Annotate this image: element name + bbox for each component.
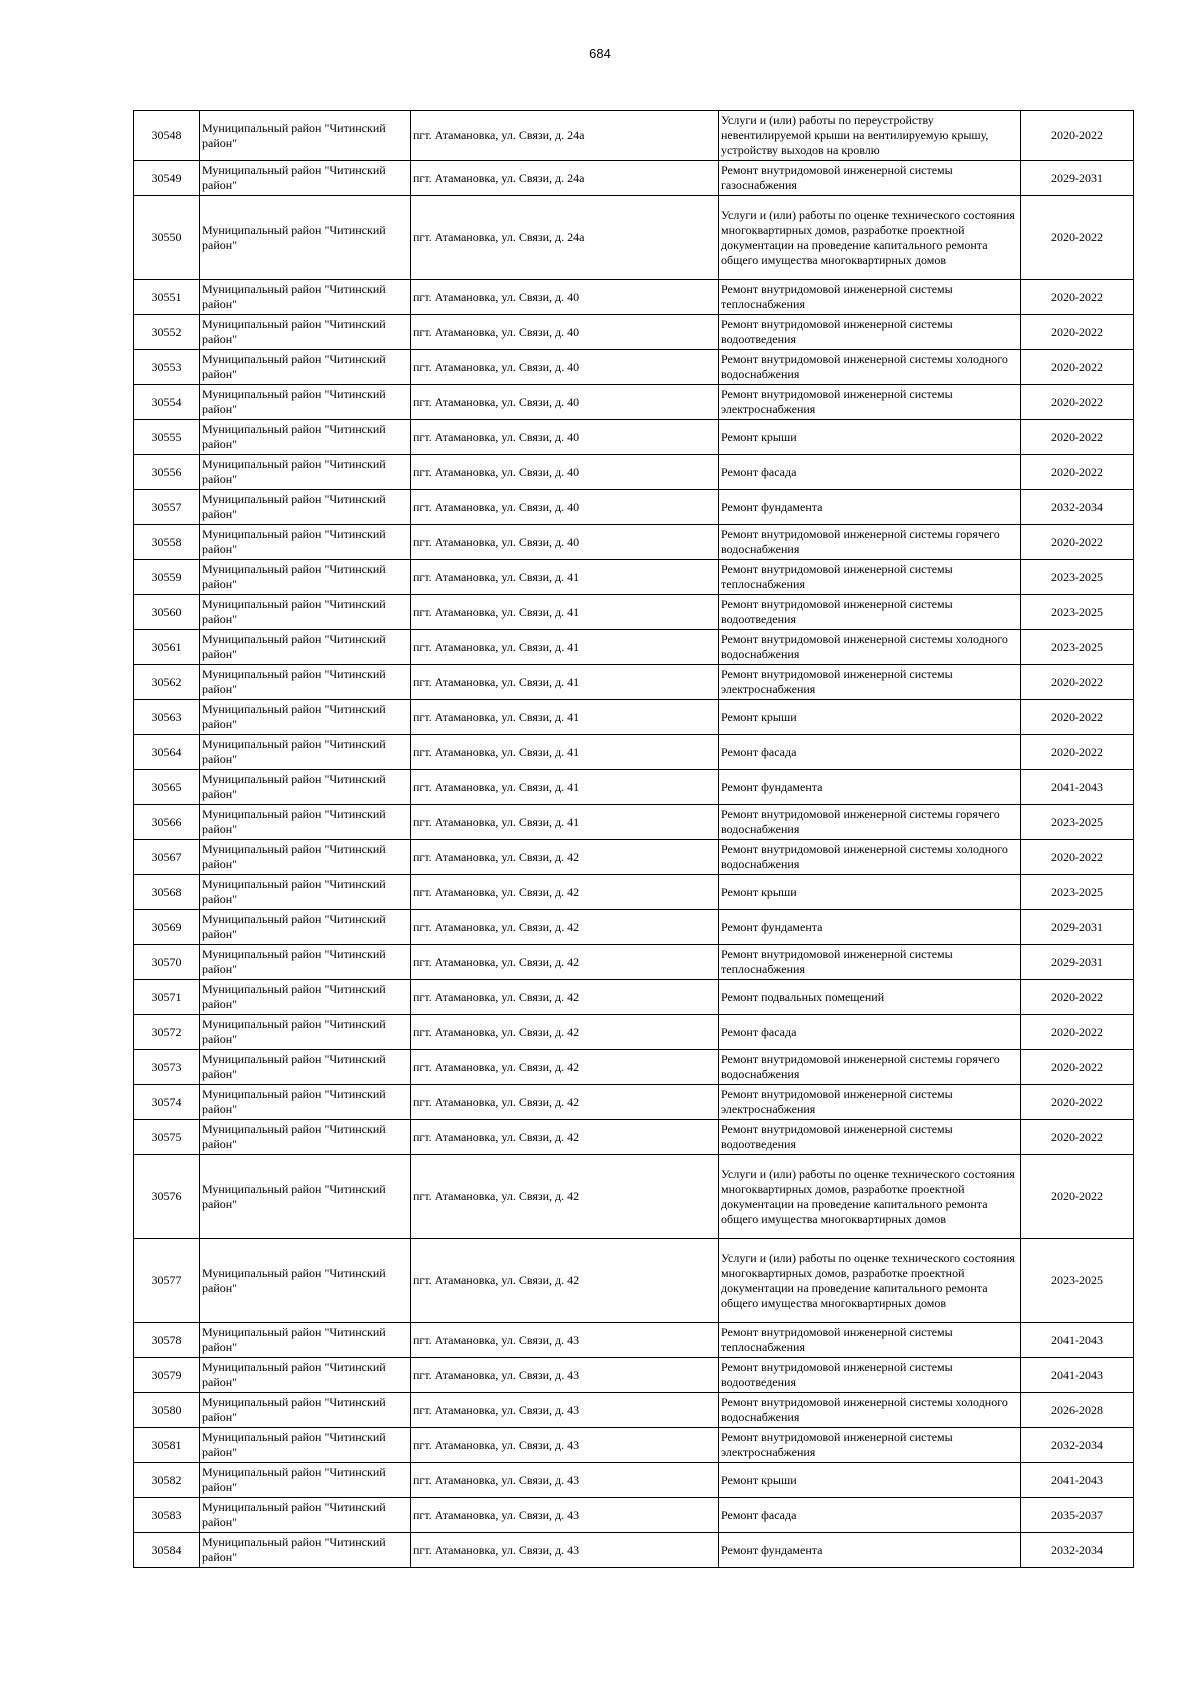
row-number-cell: 30568 bbox=[134, 875, 200, 910]
table-row bbox=[134, 630, 1134, 665]
table-row bbox=[134, 910, 1134, 945]
municipality-cell: Муниципальный район "Читинский район" bbox=[200, 735, 411, 770]
period-cell: 2020-2022 bbox=[1021, 1120, 1134, 1155]
municipality-cell: Муниципальный район "Читинский район" bbox=[200, 1155, 411, 1239]
period-cell: 2020-2022 bbox=[1021, 385, 1134, 420]
municipality-cell: Муниципальный район "Читинский район" bbox=[200, 1358, 411, 1393]
address-cell: пгт. Атамановка, ул. Связи, д. 41 bbox=[411, 735, 719, 770]
row-number-cell: 30549 bbox=[134, 161, 200, 196]
address-cell: пгт. Атамановка, ул. Связи, д. 43 bbox=[411, 1323, 719, 1358]
period-cell: 2032-2034 bbox=[1021, 1428, 1134, 1463]
table-row bbox=[134, 111, 1134, 161]
period-cell: 2041-2043 bbox=[1021, 1323, 1134, 1358]
period-cell: 2020-2022 bbox=[1021, 1015, 1134, 1050]
table-row bbox=[134, 280, 1134, 315]
period-cell: 2032-2034 bbox=[1021, 1533, 1134, 1568]
row-number-cell: 30559 bbox=[134, 560, 200, 595]
row-number-cell: 30574 bbox=[134, 1085, 200, 1120]
address-cell: пгт. Атамановка, ул. Связи, д. 24а bbox=[411, 111, 719, 161]
work-type-cell: Ремонт внутридомовой инженерной системы электроснабжения bbox=[719, 665, 1021, 700]
address-cell: пгт. Атамановка, ул. Связи, д. 42 bbox=[411, 980, 719, 1015]
municipality-cell: Муниципальный район "Читинский район" bbox=[200, 455, 411, 490]
address-cell: пгт. Атамановка, ул. Связи, д. 42 bbox=[411, 910, 719, 945]
period-cell: 2020-2022 bbox=[1021, 420, 1134, 455]
work-type-cell: Ремонт крыши bbox=[719, 875, 1021, 910]
row-number-cell: 30560 bbox=[134, 595, 200, 630]
row-number-cell: 30576 bbox=[134, 1155, 200, 1239]
period-cell: 2020-2022 bbox=[1021, 980, 1134, 1015]
work-type-cell: Ремонт внутридомовой инженерной системы водоотведения bbox=[719, 595, 1021, 630]
page-number: 684 bbox=[589, 46, 611, 61]
table-row bbox=[134, 161, 1134, 196]
row-number-cell: 30579 bbox=[134, 1358, 200, 1393]
table-row bbox=[134, 1120, 1134, 1155]
work-type-cell: Ремонт внутридомовой инженерной системы электроснабжения bbox=[719, 1428, 1021, 1463]
municipality-cell: Муниципальный район "Читинский район" bbox=[200, 350, 411, 385]
table-row bbox=[134, 420, 1134, 455]
table-row bbox=[134, 875, 1134, 910]
row-number-cell: 30557 bbox=[134, 490, 200, 525]
municipality-cell: Муниципальный район "Читинский район" bbox=[200, 910, 411, 945]
work-type-cell: Ремонт фасада bbox=[719, 1015, 1021, 1050]
row-number-cell: 30556 bbox=[134, 455, 200, 490]
table-row bbox=[134, 1428, 1134, 1463]
table-row bbox=[134, 1155, 1134, 1239]
period-cell: 2041-2043 bbox=[1021, 770, 1134, 805]
work-type-cell: Ремонт фундамента bbox=[719, 1533, 1021, 1568]
address-cell: пгт. Атамановка, ул. Связи, д. 43 bbox=[411, 1358, 719, 1393]
address-cell: пгт. Атамановка, ул. Связи, д. 42 bbox=[411, 875, 719, 910]
table-row bbox=[134, 980, 1134, 1015]
address-cell: пгт. Атамановка, ул. Связи, д. 42 bbox=[411, 840, 719, 875]
work-type-cell: Ремонт внутридомовой инженерной системы горячего водоснабжения bbox=[719, 525, 1021, 560]
municipality-cell: Муниципальный район "Читинский район" bbox=[200, 840, 411, 875]
period-cell: 2029-2031 bbox=[1021, 910, 1134, 945]
address-cell: пгт. Атамановка, ул. Связи, д. 43 bbox=[411, 1498, 719, 1533]
municipality-cell: Муниципальный район "Читинский район" bbox=[200, 1463, 411, 1498]
row-number-cell: 30548 bbox=[134, 111, 200, 161]
municipality-cell: Муниципальный район "Читинский район" bbox=[200, 1120, 411, 1155]
work-type-cell: Ремонт крыши bbox=[719, 1463, 1021, 1498]
period-cell: 2023-2025 bbox=[1021, 805, 1134, 840]
address-cell: пгт. Атамановка, ул. Связи, д. 41 bbox=[411, 560, 719, 595]
table-row bbox=[134, 1358, 1134, 1393]
row-number-cell: 30583 bbox=[134, 1498, 200, 1533]
period-cell: 2020-2022 bbox=[1021, 700, 1134, 735]
address-cell: пгт. Атамановка, ул. Связи, д. 42 bbox=[411, 1120, 719, 1155]
municipality-cell: Муниципальный район "Читинский район" bbox=[200, 805, 411, 840]
municipality-cell: Муниципальный район "Читинский район" bbox=[200, 1050, 411, 1085]
address-cell: пгт. Атамановка, ул. Связи, д. 41 bbox=[411, 805, 719, 840]
address-cell: пгт. Атамановка, ул. Связи, д. 40 bbox=[411, 490, 719, 525]
municipality-cell: Муниципальный район "Читинский район" bbox=[200, 980, 411, 1015]
work-type-cell: Ремонт внутридомовой инженерной системы водоотведения bbox=[719, 1358, 1021, 1393]
table-row bbox=[134, 1085, 1134, 1120]
table-row bbox=[134, 350, 1134, 385]
municipality-cell: Муниципальный район "Читинский район" bbox=[200, 700, 411, 735]
row-number-cell: 30570 bbox=[134, 945, 200, 980]
address-cell: пгт. Атамановка, ул. Связи, д. 40 bbox=[411, 455, 719, 490]
row-number-cell: 30555 bbox=[134, 420, 200, 455]
address-cell: пгт. Атамановка, ул. Связи, д. 40 bbox=[411, 385, 719, 420]
municipality-cell: Муниципальный район "Читинский район" bbox=[200, 770, 411, 805]
row-number-cell: 30567 bbox=[134, 840, 200, 875]
table-row bbox=[134, 1463, 1134, 1498]
table-body bbox=[134, 111, 1134, 1568]
table-row bbox=[134, 665, 1134, 700]
table-row bbox=[134, 1050, 1134, 1085]
row-number-cell: 30575 bbox=[134, 1120, 200, 1155]
period-cell: 2023-2025 bbox=[1021, 560, 1134, 595]
address-cell: пгт. Атамановка, ул. Связи, д. 40 bbox=[411, 350, 719, 385]
period-cell: 2020-2022 bbox=[1021, 350, 1134, 385]
work-type-cell: Ремонт фасада bbox=[719, 1498, 1021, 1533]
table-row bbox=[134, 525, 1134, 560]
work-type-cell: Услуги и (или) работы по переустройству невентилируемой крыши на вентилируемую крышу, устройству выходов на кровлю bbox=[719, 111, 1021, 161]
row-number-cell: 30578 bbox=[134, 1323, 200, 1358]
address-cell: пгт. Атамановка, ул. Связи, д. 24а bbox=[411, 161, 719, 196]
address-cell: пгт. Атамановка, ул. Связи, д. 43 bbox=[411, 1428, 719, 1463]
municipality-cell: Муниципальный район "Читинский район" bbox=[200, 875, 411, 910]
row-number-cell: 30566 bbox=[134, 805, 200, 840]
table-row bbox=[134, 1498, 1134, 1533]
period-cell: 2023-2025 bbox=[1021, 630, 1134, 665]
municipality-cell: Муниципальный район "Читинский район" bbox=[200, 315, 411, 350]
address-cell: пгт. Атамановка, ул. Связи, д. 41 bbox=[411, 770, 719, 805]
period-cell: 2020-2022 bbox=[1021, 1155, 1134, 1239]
address-cell: пгт. Атамановка, ул. Связи, д. 41 bbox=[411, 595, 719, 630]
period-cell: 2035-2037 bbox=[1021, 1498, 1134, 1533]
address-cell: пгт. Атамановка, ул. Связи, д. 42 bbox=[411, 1239, 719, 1323]
municipality-cell: Муниципальный район "Читинский район" bbox=[200, 595, 411, 630]
municipality-cell: Муниципальный район "Читинский район" bbox=[200, 560, 411, 595]
table-row bbox=[134, 735, 1134, 770]
row-number-cell: 30565 bbox=[134, 770, 200, 805]
municipality-cell: Муниципальный район "Читинский район" bbox=[200, 1533, 411, 1568]
address-cell: пгт. Атамановка, ул. Связи, д. 40 bbox=[411, 280, 719, 315]
work-type-cell: Ремонт внутридомовой инженерной системы холодного водоснабжения bbox=[719, 630, 1021, 665]
table-row bbox=[134, 945, 1134, 980]
address-cell: пгт. Атамановка, ул. Связи, д. 41 bbox=[411, 665, 719, 700]
work-type-cell: Ремонт фасада bbox=[719, 735, 1021, 770]
row-number-cell: 30550 bbox=[134, 196, 200, 280]
row-number-cell: 30569 bbox=[134, 910, 200, 945]
row-number-cell: 30582 bbox=[134, 1463, 200, 1498]
period-cell: 2020-2022 bbox=[1021, 1085, 1134, 1120]
address-cell: пгт. Атамановка, ул. Связи, д. 42 bbox=[411, 1015, 719, 1050]
row-number-cell: 30562 bbox=[134, 665, 200, 700]
row-number-cell: 30577 bbox=[134, 1239, 200, 1323]
address-cell: пгт. Атамановка, ул. Связи, д. 40 bbox=[411, 525, 719, 560]
address-cell: пгт. Атамановка, ул. Связи, д. 43 bbox=[411, 1463, 719, 1498]
period-cell: 2041-2043 bbox=[1021, 1463, 1134, 1498]
work-type-cell: Ремонт внутридомовой инженерной системы электроснабжения bbox=[719, 385, 1021, 420]
period-cell: 2020-2022 bbox=[1021, 111, 1134, 161]
work-type-cell: Ремонт внутридомовой инженерной системы теплоснабжения bbox=[719, 280, 1021, 315]
table-row bbox=[134, 805, 1134, 840]
work-type-cell: Ремонт внутридомовой инженерной системы водоотведения bbox=[719, 315, 1021, 350]
work-type-cell: Ремонт внутридомовой инженерной системы холодного водоснабжения bbox=[719, 1393, 1021, 1428]
table-row bbox=[134, 196, 1134, 280]
municipality-cell: Муниципальный район "Читинский район" bbox=[200, 1393, 411, 1428]
row-number-cell: 30552 bbox=[134, 315, 200, 350]
period-cell: 2032-2034 bbox=[1021, 490, 1134, 525]
municipality-cell: Муниципальный район "Читинский район" bbox=[200, 1428, 411, 1463]
municipality-cell: Муниципальный район "Читинский район" bbox=[200, 196, 411, 280]
period-cell: 2029-2031 bbox=[1021, 945, 1134, 980]
address-cell: пгт. Атамановка, ул. Связи, д. 42 bbox=[411, 1085, 719, 1120]
period-cell: 2020-2022 bbox=[1021, 315, 1134, 350]
period-cell: 2023-2025 bbox=[1021, 595, 1134, 630]
work-type-cell: Ремонт подвальных помещений bbox=[719, 980, 1021, 1015]
work-type-cell: Услуги и (или) работы по оценке технического состояния многоквартирных домов, разработке проектной документации на проведение капитального ремонта общего имущества многоквартирных домов bbox=[719, 1155, 1021, 1239]
work-type-cell: Ремонт крыши bbox=[719, 420, 1021, 455]
table-row bbox=[134, 595, 1134, 630]
address-cell: пгт. Атамановка, ул. Связи, д. 43 bbox=[411, 1393, 719, 1428]
municipality-cell: Муниципальный район "Читинский район" bbox=[200, 420, 411, 455]
municipality-cell: Муниципальный район "Читинский район" bbox=[200, 945, 411, 980]
address-cell: пгт. Атамановка, ул. Связи, д. 41 bbox=[411, 630, 719, 665]
work-type-cell: Ремонт внутридомовой инженерной системы теплоснабжения bbox=[719, 560, 1021, 595]
address-cell: пгт. Атамановка, ул. Связи, д. 40 bbox=[411, 420, 719, 455]
work-type-cell: Ремонт внутридомовой инженерной системы теплоснабжения bbox=[719, 945, 1021, 980]
municipality-cell: Муниципальный район "Читинский район" bbox=[200, 525, 411, 560]
period-cell: 2020-2022 bbox=[1021, 1050, 1134, 1085]
municipality-cell: Муниципальный район "Читинский район" bbox=[200, 1015, 411, 1050]
row-number-cell: 30558 bbox=[134, 525, 200, 560]
address-cell: пгт. Атамановка, ул. Связи, д. 40 bbox=[411, 315, 719, 350]
municipality-cell: Муниципальный район "Читинский район" bbox=[200, 490, 411, 525]
period-cell: 2020-2022 bbox=[1021, 840, 1134, 875]
period-cell: 2023-2025 bbox=[1021, 875, 1134, 910]
work-type-cell: Ремонт внутридомовой инженерной системы горячего водоснабжения bbox=[719, 805, 1021, 840]
table-row bbox=[134, 1323, 1134, 1358]
period-cell: 2023-2025 bbox=[1021, 1239, 1134, 1323]
table-row bbox=[134, 1239, 1134, 1323]
repair-program-table bbox=[133, 110, 1134, 1568]
row-number-cell: 30581 bbox=[134, 1428, 200, 1463]
work-type-cell: Услуги и (или) работы по оценке технического состояния многоквартирных домов, разработке проектной документации на проведение капитального ремонта общего имущества многоквартирных домов bbox=[719, 1239, 1021, 1323]
period-cell: 2026-2028 bbox=[1021, 1393, 1134, 1428]
work-type-cell: Ремонт крыши bbox=[719, 700, 1021, 735]
work-type-cell: Ремонт внутридомовой инженерной системы газоснабжения bbox=[719, 161, 1021, 196]
row-number-cell: 30554 bbox=[134, 385, 200, 420]
work-type-cell: Ремонт фундамента bbox=[719, 910, 1021, 945]
period-cell: 2020-2022 bbox=[1021, 665, 1134, 700]
address-cell: пгт. Атамановка, ул. Связи, д. 41 bbox=[411, 700, 719, 735]
table-row bbox=[134, 1015, 1134, 1050]
work-type-cell: Ремонт внутридомовой инженерной системы водоотведения bbox=[719, 1120, 1021, 1155]
period-cell: 2020-2022 bbox=[1021, 525, 1134, 560]
municipality-cell: Муниципальный район "Читинский район" bbox=[200, 280, 411, 315]
work-type-cell: Ремонт внутридомовой инженерной системы холодного водоснабжения bbox=[719, 350, 1021, 385]
row-number-cell: 30571 bbox=[134, 980, 200, 1015]
row-number-cell: 30584 bbox=[134, 1533, 200, 1568]
table-row bbox=[134, 455, 1134, 490]
table-row bbox=[134, 700, 1134, 735]
row-number-cell: 30553 bbox=[134, 350, 200, 385]
row-number-cell: 30564 bbox=[134, 735, 200, 770]
municipality-cell: Муниципальный район "Читинский район" bbox=[200, 111, 411, 161]
period-cell: 2020-2022 bbox=[1021, 280, 1134, 315]
municipality-cell: Муниципальный район "Читинский район" bbox=[200, 1239, 411, 1323]
address-cell: пгт. Атамановка, ул. Связи, д. 43 bbox=[411, 1533, 719, 1568]
table-row bbox=[134, 560, 1134, 595]
address-cell: пгт. Атамановка, ул. Связи, д. 24а bbox=[411, 196, 719, 280]
address-cell: пгт. Атамановка, ул. Связи, д. 42 bbox=[411, 1050, 719, 1085]
municipality-cell: Муниципальный район "Читинский район" bbox=[200, 665, 411, 700]
table-row bbox=[134, 315, 1134, 350]
work-type-cell: Ремонт внутридомовой инженерной системы холодного водоснабжения bbox=[719, 840, 1021, 875]
period-cell: 2020-2022 bbox=[1021, 196, 1134, 280]
municipality-cell: Муниципальный район "Читинский район" bbox=[200, 1498, 411, 1533]
table-row bbox=[134, 385, 1134, 420]
work-type-cell: Услуги и (или) работы по оценке технического состояния многоквартирных домов, разработке проектной документации на проведение капитального ремонта общего имущества многоквартирных домов bbox=[719, 196, 1021, 280]
work-type-cell: Ремонт фундамента bbox=[719, 490, 1021, 525]
row-number-cell: 30561 bbox=[134, 630, 200, 665]
row-number-cell: 30573 bbox=[134, 1050, 200, 1085]
work-type-cell: Ремонт внутридомовой инженерной системы теплоснабжения bbox=[719, 1323, 1021, 1358]
period-cell: 2020-2022 bbox=[1021, 735, 1134, 770]
municipality-cell: Муниципальный район "Читинский район" bbox=[200, 161, 411, 196]
work-type-cell: Ремонт фасада bbox=[719, 455, 1021, 490]
row-number-cell: 30572 bbox=[134, 1015, 200, 1050]
row-number-cell: 30580 bbox=[134, 1393, 200, 1428]
period-cell: 2029-2031 bbox=[1021, 161, 1134, 196]
municipality-cell: Муниципальный район "Читинский район" bbox=[200, 1323, 411, 1358]
municipality-cell: Муниципальный район "Читинский район" bbox=[200, 630, 411, 665]
period-cell: 2020-2022 bbox=[1021, 455, 1134, 490]
work-type-cell: Ремонт внутридомовой инженерной системы горячего водоснабжения bbox=[719, 1050, 1021, 1085]
address-cell: пгт. Атамановка, ул. Связи, д. 42 bbox=[411, 1155, 719, 1239]
period-cell: 2041-2043 bbox=[1021, 1358, 1134, 1393]
row-number-cell: 30551 bbox=[134, 280, 200, 315]
row-number-cell: 30563 bbox=[134, 700, 200, 735]
municipality-cell: Муниципальный район "Читинский район" bbox=[200, 1085, 411, 1120]
table-row bbox=[134, 1533, 1134, 1568]
table-row bbox=[134, 1393, 1134, 1428]
work-type-cell: Ремонт фундамента bbox=[719, 770, 1021, 805]
table-row bbox=[134, 840, 1134, 875]
work-type-cell: Ремонт внутридомовой инженерной системы электроснабжения bbox=[719, 1085, 1021, 1120]
table-row bbox=[134, 490, 1134, 525]
address-cell: пгт. Атамановка, ул. Связи, д. 42 bbox=[411, 945, 719, 980]
table-row bbox=[134, 770, 1134, 805]
municipality-cell: Муниципальный район "Читинский район" bbox=[200, 385, 411, 420]
